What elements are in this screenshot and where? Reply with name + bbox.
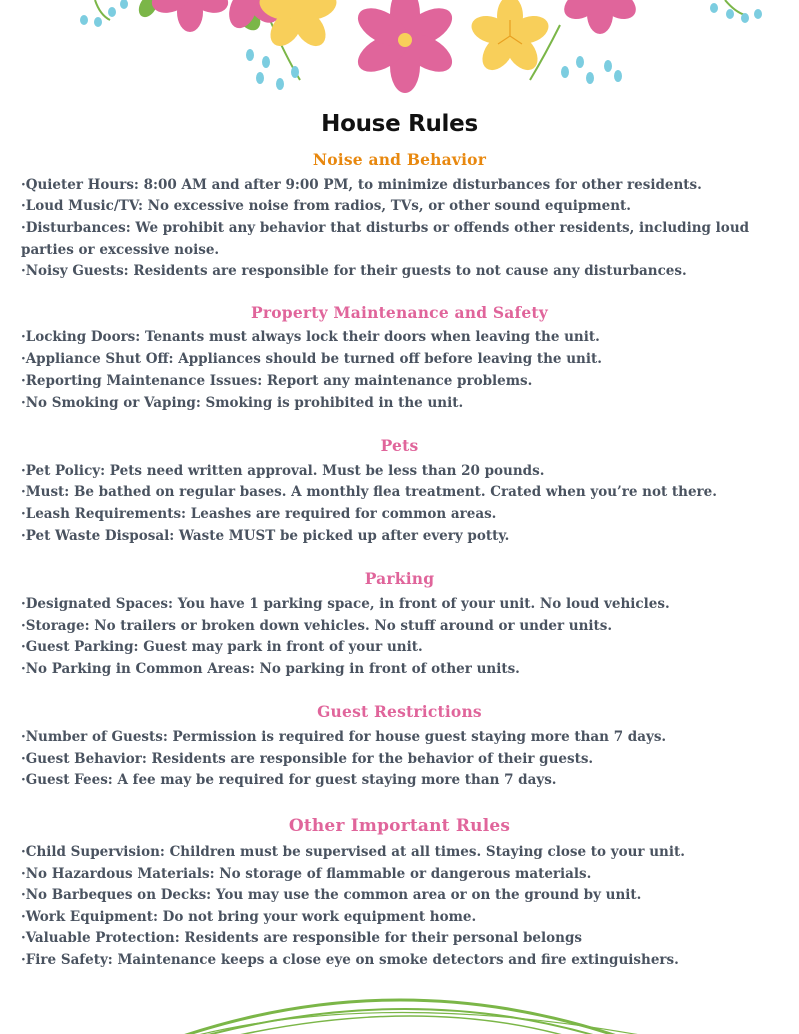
section-heading-noise: Noise and Behavior	[312, 150, 487, 169]
rule-item: ·Locking Doors: Tenants must always lock their doors when leaving the unit.	[21, 329, 600, 345]
rule-item: ·Noisy Guests: Residents are responsible for their guests to not cause any disturbances.	[21, 263, 687, 279]
rule-item: ·Number of Guests: Permission is required for house guest staying more than 7 days.	[21, 729, 667, 745]
rule-item: ·Valuable Protection: Residents are responsible for their personal belongs	[21, 930, 582, 946]
rule-item: ·Work Equipment: Do not bring your work equipment home.	[21, 909, 477, 925]
rule-item: ·No Parking in Common Areas: No parking in front of other units.	[21, 661, 520, 677]
rule-item: ·Leash Requirements: Leashes are required for common areas.	[21, 506, 497, 522]
rule-item: ·Pet Waste Disposal: Waste MUST be picked up after every potty.	[21, 528, 510, 544]
rule-item: ·Must: Be bathed on regular bases. A monthly flea treatment. Crated when you’re not there.	[21, 484, 717, 500]
rule-item: ·Guest Behavior: Residents are responsible for the behavior of their guests.	[21, 751, 594, 767]
rule-item: ·Reporting Maintenance Issues: Report any maintenance problems.	[21, 373, 533, 389]
section-heading-parking: Parking	[364, 569, 435, 588]
section-heading-pets: Pets	[380, 436, 419, 455]
rule-item: ·Designated Spaces: You have 1 parking space, in front of your unit. No loud vehicles.	[21, 596, 670, 612]
section-heading-guests: Guest Restrictions	[317, 702, 482, 721]
rule-item: ·Disturbances: We prohibit any behavior that disturbs or offends other residents, including loud parties or excessive noise.	[21, 220, 750, 258]
rule-item: ·No Barbeques on Decks: You may use the common area or on the ground by unit.	[21, 887, 642, 903]
rule-item: ·Pet Policy: Pets need written approval. Must be less than 20 pounds.	[21, 463, 545, 479]
rule-item: ·Appliance Shut Off: Appliances should be turned off before leaving the unit.	[21, 351, 602, 367]
rule-item: ·Loud Music/TV: No excessive noise from radios, TVs, or other sound equipment.	[21, 198, 631, 214]
rule-item: ·Quieter Hours: 8:00 AM and after 9:00 PM, to minimize disturbances for other residents.	[21, 177, 702, 193]
floral-header-decoration	[0, 0, 799, 115]
rule-item: ·Fire Safety: Maintenance keeps a close eye on smoke detectors and fire extinguishers.	[21, 952, 679, 968]
rule-item: ·Child Supervision: Children must be supervised at all times. Staying close to your unit.	[21, 844, 685, 860]
rule-item: ·Storage: No trailers or broken down vehicles. No stuff around or under units.	[21, 618, 613, 634]
section-heading-other: Other Important Rules	[288, 816, 511, 836]
page-title: House Rules	[321, 111, 478, 137]
rule-item: ·Guest Parking: Guest may park in front of your unit.	[21, 639, 423, 655]
rule-item: ·No Hazardous Materials: No storage of flammable or dangerous materials.	[21, 866, 592, 882]
green-swoosh-decoration	[0, 975, 799, 1034]
rule-item: ·Guest Fees: A fee may be required for guest staying more than 7 days.	[21, 772, 557, 788]
rule-item: ·No Smoking or Vaping: Smoking is prohibited in the unit.	[21, 395, 464, 411]
section-heading-maintenance: Property Maintenance and Safety	[251, 303, 548, 322]
